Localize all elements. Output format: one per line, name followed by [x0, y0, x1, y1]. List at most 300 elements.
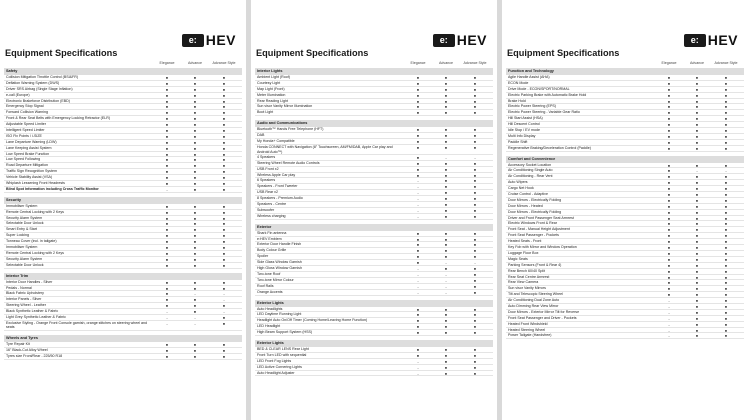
spec-section: [255, 224, 493, 296]
feature-label: ECON Mode: [508, 80, 529, 85]
section-heading: Exterior Lights: [255, 340, 493, 347]
not-available-dash: -: [166, 186, 168, 192]
not-available-dash: -: [417, 289, 419, 295]
feature-label: 4 Speakers: [257, 154, 276, 159]
standard-dot: ●: [444, 266, 448, 272]
feature-label: e-call (Europe): [6, 92, 30, 97]
not-available-dash: -: [668, 321, 670, 327]
feature-label: Agile Handle Assist (AHA): [508, 75, 550, 79]
spec-page-3: [502, 0, 747, 420]
standard-dot: ●: [416, 242, 420, 248]
standard-dot: ●: [695, 128, 699, 134]
spec-section: [506, 68, 744, 152]
standard-dot: ●: [473, 254, 477, 260]
column-header: Advance Style: [714, 61, 738, 65]
standard-dot: ●: [724, 239, 728, 245]
standard-dot: ●: [165, 203, 169, 209]
standard-dot: ●: [724, 268, 728, 274]
standard-dot: ●: [695, 274, 699, 280]
standard-dot: ●: [695, 327, 699, 333]
standard-dot: ●: [724, 227, 728, 233]
section-heading: Exterior: [255, 224, 493, 231]
feature-label: Door Mirrors - Heated: [508, 203, 543, 208]
standard-dot: ●: [193, 285, 197, 291]
standard-dot: ●: [695, 180, 699, 186]
standard-dot: ●: [695, 250, 699, 256]
standard-dot: ●: [695, 292, 699, 298]
logo-text: HEV: [456, 32, 487, 48]
spec-row: [4, 263, 242, 269]
section-heading: Comfort and Convenience: [506, 156, 744, 163]
spec-section: [255, 120, 493, 219]
standard-dot: ●: [724, 104, 728, 110]
standard-dot: ●: [222, 347, 226, 353]
standard-dot: ●: [193, 139, 197, 145]
feature-label: High Gloss Window Garnish: [257, 266, 302, 271]
feature-label: Door Mirrors - Exterior Mirror Tilt for Reverse: [508, 309, 580, 314]
column-header: Elegance: [661, 61, 677, 65]
standard-dot: ●: [444, 133, 448, 139]
standard-dot: ●: [473, 80, 477, 86]
feature-label: DAB: [257, 133, 265, 138]
ehev-logo: [182, 33, 236, 47]
standard-dot: ●: [165, 227, 169, 233]
feature-label: e:HEV Emblem: [257, 236, 282, 241]
standard-dot: ●: [473, 133, 477, 139]
standard-dot: ●: [222, 303, 226, 309]
standard-dot: ●: [416, 346, 420, 352]
standard-dot: ●: [222, 250, 226, 256]
standard-dot: ●: [444, 352, 448, 358]
feature-label: ISO Fix Points / i-SIZE: [6, 133, 42, 138]
column-header: Elegance: [159, 61, 175, 65]
standard-dot: ●: [165, 353, 169, 359]
standard-dot: ●: [667, 80, 671, 86]
standard-dot: ●: [444, 127, 448, 133]
standard-dot: ●: [473, 110, 477, 116]
standard-dot: ●: [222, 227, 226, 233]
standard-dot: ●: [165, 151, 169, 157]
standard-dot: ●: [193, 92, 197, 98]
standard-dot: ●: [473, 266, 477, 272]
feature-label: Side Glass Window Garnish: [257, 260, 302, 265]
feature-label: Headlight Auto On/Off Timer (Coming Home/Leaving Home Function): [257, 318, 368, 323]
standard-dot: ●: [416, 160, 420, 166]
standard-dot: ●: [165, 245, 169, 251]
ehev-logo: [433, 33, 487, 47]
feature-label: Immobiliser System: [6, 245, 38, 250]
standard-dot: ●: [667, 116, 671, 122]
feature-label: High Beam Support System (HSS): [257, 330, 313, 335]
feature-label: Air Conditioning Single Auto: [508, 168, 553, 173]
feature-label: Emergency Stop Signal: [6, 104, 44, 109]
logo-mark: e:: [433, 34, 455, 47]
standard-dot: ●: [473, 86, 477, 92]
not-available-dash: -: [417, 213, 419, 219]
standard-dot: ●: [724, 221, 728, 227]
standard-dot: ●: [165, 92, 169, 98]
feature-label: Air Conditioning - Rear Vent: [508, 174, 553, 179]
standard-dot: ●: [444, 364, 448, 370]
standard-dot: ●: [667, 268, 671, 274]
standard-dot: ●: [667, 104, 671, 110]
standard-dot: ●: [165, 303, 169, 309]
standard-dot: ●: [193, 110, 197, 116]
standard-dot: ●: [473, 98, 477, 104]
standard-dot: ●: [724, 309, 728, 315]
standard-dot: ●: [695, 203, 699, 209]
standard-dot: ●: [222, 139, 226, 145]
standard-dot: ●: [222, 86, 226, 92]
feature-label: Speakers - Centre: [257, 202, 287, 207]
standard-dot: ●: [193, 245, 197, 251]
standard-dot: ●: [473, 271, 477, 277]
standard-dot: ●: [193, 122, 197, 128]
standard-dot: ●: [444, 318, 448, 324]
feature-label: Auto Wipers: [508, 180, 528, 185]
standard-dot: ●: [667, 245, 671, 251]
feature-label: Front Seat - Manual Height Adjustment: [508, 227, 570, 232]
standard-dot: ●: [193, 303, 197, 309]
not-available-dash: -: [696, 168, 698, 174]
standard-dot: ●: [667, 180, 671, 186]
feature-label: Super Locking: [6, 233, 29, 238]
standard-dot: ●: [222, 75, 226, 80]
standard-dot: ●: [193, 341, 197, 347]
feature-label: My Honda+ Compatible: [257, 139, 295, 144]
standard-dot: ●: [667, 239, 671, 245]
standard-dot: ●: [416, 318, 420, 324]
standard-dot: ●: [165, 181, 169, 187]
spec-row: [506, 333, 744, 339]
not-available-dash: -: [445, 154, 447, 160]
standard-dot: ●: [724, 128, 728, 134]
feature-label: Accessory Socket Location: [508, 162, 552, 167]
standard-dot: ●: [724, 233, 728, 239]
not-available-dash: -: [668, 303, 670, 309]
spec-row: [255, 290, 493, 296]
page-title: Equipment Specifications: [507, 48, 620, 58]
feature-label: Electric Power Steering (EPS): [508, 104, 556, 109]
standard-dot: ●: [193, 279, 197, 285]
standard-dot: ●: [667, 168, 671, 174]
standard-dot: ●: [473, 283, 477, 289]
standard-dot: ●: [473, 75, 477, 80]
standard-dot: ●: [695, 92, 699, 98]
spec-section: [4, 68, 242, 193]
standard-dot: ●: [473, 346, 477, 352]
standard-dot: ●: [193, 347, 197, 353]
feature-label: Auto Dimming Rear View Mirror: [508, 303, 559, 308]
standard-dot: ●: [165, 279, 169, 285]
standard-dot: ●: [222, 209, 226, 215]
standard-dot: ●: [473, 139, 477, 145]
standard-dot: ●: [165, 116, 169, 122]
standard-dot: ●: [724, 92, 728, 98]
feature-label: Electric Power Steering - Variable Gear Ratio: [508, 110, 580, 115]
standard-dot: ●: [165, 291, 169, 297]
feature-label: Bluetooth™ Hands Free Telephone (HFT): [257, 127, 324, 132]
standard-dot: ●: [667, 215, 671, 221]
standard-dot: ●: [193, 309, 197, 315]
standard-dot: ●: [667, 203, 671, 209]
standard-dot: ●: [667, 292, 671, 298]
standard-dot: ●: [444, 370, 448, 376]
standard-dot: ●: [416, 110, 420, 116]
standard-dot: ●: [165, 157, 169, 163]
standard-dot: ●: [193, 262, 197, 268]
standard-dot: ●: [444, 248, 448, 254]
standard-dot: ●: [222, 104, 226, 110]
standard-dot: ●: [222, 215, 226, 221]
feature-label: 6 Speakers: [257, 178, 276, 183]
feature-label: Pedals - Normal: [6, 285, 32, 290]
standard-dot: ●: [416, 139, 420, 145]
feature-label: Regenerative Braking/Deceleration Control (Paddle): [508, 145, 591, 150]
standard-dot: ●: [222, 92, 226, 98]
standard-dot: ●: [724, 174, 728, 180]
standard-dot: ●: [473, 184, 477, 190]
spec-row: [255, 330, 493, 336]
standard-dot: ●: [695, 86, 699, 92]
standard-dot: ●: [667, 209, 671, 215]
standard-dot: ●: [416, 254, 420, 260]
feature-label: Electric Parking Brake with Automatic Brake Hold: [508, 92, 587, 97]
feature-label: Immobiliser System: [6, 203, 38, 208]
section-heading: Interior Trim: [4, 273, 242, 280]
spec-row: [255, 145, 493, 155]
standard-dot: ●: [444, 207, 448, 213]
feature-label: Interior Door Handles - Silver: [6, 279, 53, 284]
standard-dot: ●: [724, 333, 728, 339]
not-available-dash: -: [166, 309, 168, 315]
standard-dot: ●: [222, 98, 226, 104]
standard-dot: ●: [193, 175, 197, 181]
standard-dot: ●: [724, 215, 728, 221]
feature-label: Air Conditioning Dual Zone Auto: [508, 298, 560, 303]
section-heading: Safety: [4, 68, 242, 75]
standard-dot: ●: [724, 321, 728, 327]
standard-dot: ●: [222, 157, 226, 163]
not-available-dash: -: [668, 309, 670, 315]
standard-dot: ●: [444, 236, 448, 242]
standard-dot: ●: [695, 80, 699, 86]
standard-dot: ●: [724, 280, 728, 286]
standard-dot: ●: [222, 353, 226, 359]
standard-dot: ●: [193, 227, 197, 233]
standard-dot: ●: [222, 245, 226, 251]
feature-label: Light Grey Synthetic Leather & Fabric: [6, 314, 66, 319]
standard-dot: ●: [667, 128, 671, 134]
feature-label: Forward Collision Warning: [6, 110, 49, 115]
feature-label: Heated Steering Wheel: [508, 327, 546, 332]
standard-dot: ●: [416, 104, 420, 110]
feature-label: Black Synthetic Leather & Fabric: [6, 309, 59, 314]
standard-dot: ●: [222, 320, 226, 326]
feature-label: Magic Seats: [508, 256, 528, 261]
standard-dot: ●: [724, 197, 728, 203]
feature-label: Body Colour Grille: [257, 248, 287, 253]
standard-dot: ●: [444, 312, 448, 318]
standard-dot: ●: [473, 352, 477, 358]
feature-label: Shark Fin antenna: [257, 230, 287, 235]
standard-dot: ●: [724, 145, 728, 151]
standard-dot: ●: [193, 181, 197, 187]
standard-dot: ●: [667, 110, 671, 116]
standard-dot: ●: [724, 86, 728, 92]
feature-label: Security Alarm System: [6, 256, 43, 261]
feature-label: Two-tone Mirror Colour: [257, 277, 294, 282]
not-available-dash: -: [417, 364, 419, 370]
standard-dot: ●: [222, 163, 226, 169]
feature-label: Tyre Repair Kit: [6, 341, 30, 346]
standard-dot: ●: [667, 233, 671, 239]
standard-dot: ●: [416, 260, 420, 266]
standard-dot: ●: [222, 186, 226, 192]
standard-dot: ●: [444, 190, 448, 196]
not-available-dash: -: [668, 327, 670, 333]
feature-label: Deflation Warning System (DWS): [6, 80, 60, 85]
standard-dot: ●: [193, 169, 197, 175]
feature-label: Orange Accents: [257, 289, 283, 294]
standard-dot: ●: [695, 227, 699, 233]
standard-dot: ●: [444, 139, 448, 145]
standard-dot: ●: [473, 196, 477, 202]
feature-label: Power Tailgate (Handsfree): [508, 333, 552, 338]
feature-label: Black Fabric Upholstery: [6, 291, 44, 296]
column-headers: [506, 61, 744, 67]
feature-label: Meter Illumination: [257, 92, 286, 97]
standard-dot: ●: [165, 262, 169, 268]
not-available-dash: -: [445, 277, 447, 283]
standard-dot: ●: [416, 127, 420, 133]
feature-label: Cruise Control - Adaptive: [508, 192, 548, 197]
standard-dot: ●: [222, 341, 226, 347]
not-available-dash: -: [417, 190, 419, 196]
standard-dot: ●: [473, 236, 477, 242]
standard-dot: ●: [222, 122, 226, 128]
standard-dot: ●: [473, 248, 477, 254]
standard-dot: ●: [473, 104, 477, 110]
standard-dot: ●: [724, 245, 728, 251]
feature-label: Auto Headlights: [257, 306, 283, 311]
standard-dot: ●: [193, 86, 197, 92]
standard-dot: ●: [473, 358, 477, 364]
not-available-dash: -: [417, 196, 419, 202]
standard-dot: ●: [724, 192, 728, 198]
standard-dot: ●: [193, 75, 197, 80]
not-available-dash: -: [194, 320, 196, 326]
standard-dot: ●: [695, 186, 699, 192]
section-heading: Audio and Communications: [255, 120, 493, 127]
standard-dot: ●: [695, 309, 699, 315]
standard-dot: ●: [444, 104, 448, 110]
standard-dot: ●: [667, 92, 671, 98]
standard-dot: ●: [695, 298, 699, 304]
standard-dot: ●: [695, 75, 699, 80]
standard-dot: ●: [667, 186, 671, 192]
standard-dot: ●: [193, 163, 197, 169]
standard-dot: ●: [473, 312, 477, 318]
standard-dot: ●: [193, 133, 197, 139]
standard-dot: ●: [695, 192, 699, 198]
standard-dot: ●: [473, 364, 477, 370]
standard-dot: ●: [165, 80, 169, 86]
standard-dot: ●: [165, 297, 169, 303]
feature-label: Exterior Door Handle Finish: [257, 242, 302, 247]
standard-dot: ●: [444, 184, 448, 190]
standard-dot: ●: [193, 250, 197, 256]
standard-dot: ●: [222, 256, 226, 262]
not-available-dash: -: [417, 358, 419, 364]
ehev-logo: [684, 33, 738, 47]
feature-label: Interior Panels - Silver: [6, 297, 42, 302]
feature-label: Door Mirrors - Electrically Folding: [508, 209, 562, 214]
standard-dot: ●: [416, 352, 420, 358]
not-available-dash: -: [223, 297, 225, 303]
standard-dot: ●: [473, 330, 477, 336]
standard-dot: ●: [724, 80, 728, 86]
standard-dot: ●: [165, 98, 169, 104]
standard-dot: ●: [165, 86, 169, 92]
standard-dot: ●: [724, 250, 728, 256]
feature-label: USB Rear x2: [257, 190, 278, 195]
column-header: Advance: [188, 61, 202, 65]
standard-dot: ●: [667, 75, 671, 80]
not-available-dash: -: [417, 283, 419, 289]
feature-label: Honda CONNECT with Navigation (8" Touchscreen, AM/FM/DAB, Apple Car play and Android Auto™): [257, 144, 393, 154]
standard-dot: ●: [473, 202, 477, 208]
standard-dot: ●: [724, 315, 728, 321]
standard-dot: ●: [473, 289, 477, 295]
standard-dot: ●: [444, 86, 448, 92]
standard-dot: ●: [193, 353, 197, 359]
standard-dot: ●: [473, 127, 477, 133]
standard-dot: ●: [724, 262, 728, 268]
spec-section: [255, 300, 493, 336]
standard-dot: ●: [193, 221, 197, 227]
not-available-dash: -: [668, 333, 670, 339]
standard-dot: ●: [473, 370, 477, 376]
standard-dot: ●: [695, 239, 699, 245]
standard-dot: ●: [222, 133, 226, 139]
standard-dot: ●: [695, 139, 699, 145]
standard-dot: ●: [724, 327, 728, 333]
not-available-dash: -: [445, 260, 447, 266]
standard-dot: ●: [193, 157, 197, 163]
section-heading: Interior Lights: [255, 68, 493, 75]
section-heading: Function and Technology: [506, 68, 744, 75]
not-available-dash: -: [223, 309, 225, 315]
standard-dot: ●: [222, 285, 226, 291]
feature-label: Security Alarm System: [6, 215, 43, 220]
standard-dot: ●: [724, 122, 728, 128]
standard-dot: ●: [444, 324, 448, 330]
feature-label: Selectable Door Unlock: [6, 262, 44, 267]
feature-label: Parking Sensors (Front & Rear 4): [508, 262, 562, 267]
standard-dot: ●: [724, 303, 728, 309]
standard-dot: ●: [473, 190, 477, 196]
spec-row: [4, 187, 242, 193]
spec-row: [255, 110, 493, 116]
standard-dot: ●: [667, 133, 671, 139]
standard-dot: ●: [444, 358, 448, 364]
standard-dot: ●: [444, 166, 448, 172]
feature-label: Steering Wheel Remote Audio Controls: [257, 160, 320, 165]
standard-dot: ●: [724, 133, 728, 139]
spec-row: [506, 146, 744, 152]
feature-label: Traffic Sign Recognition System: [6, 169, 57, 174]
